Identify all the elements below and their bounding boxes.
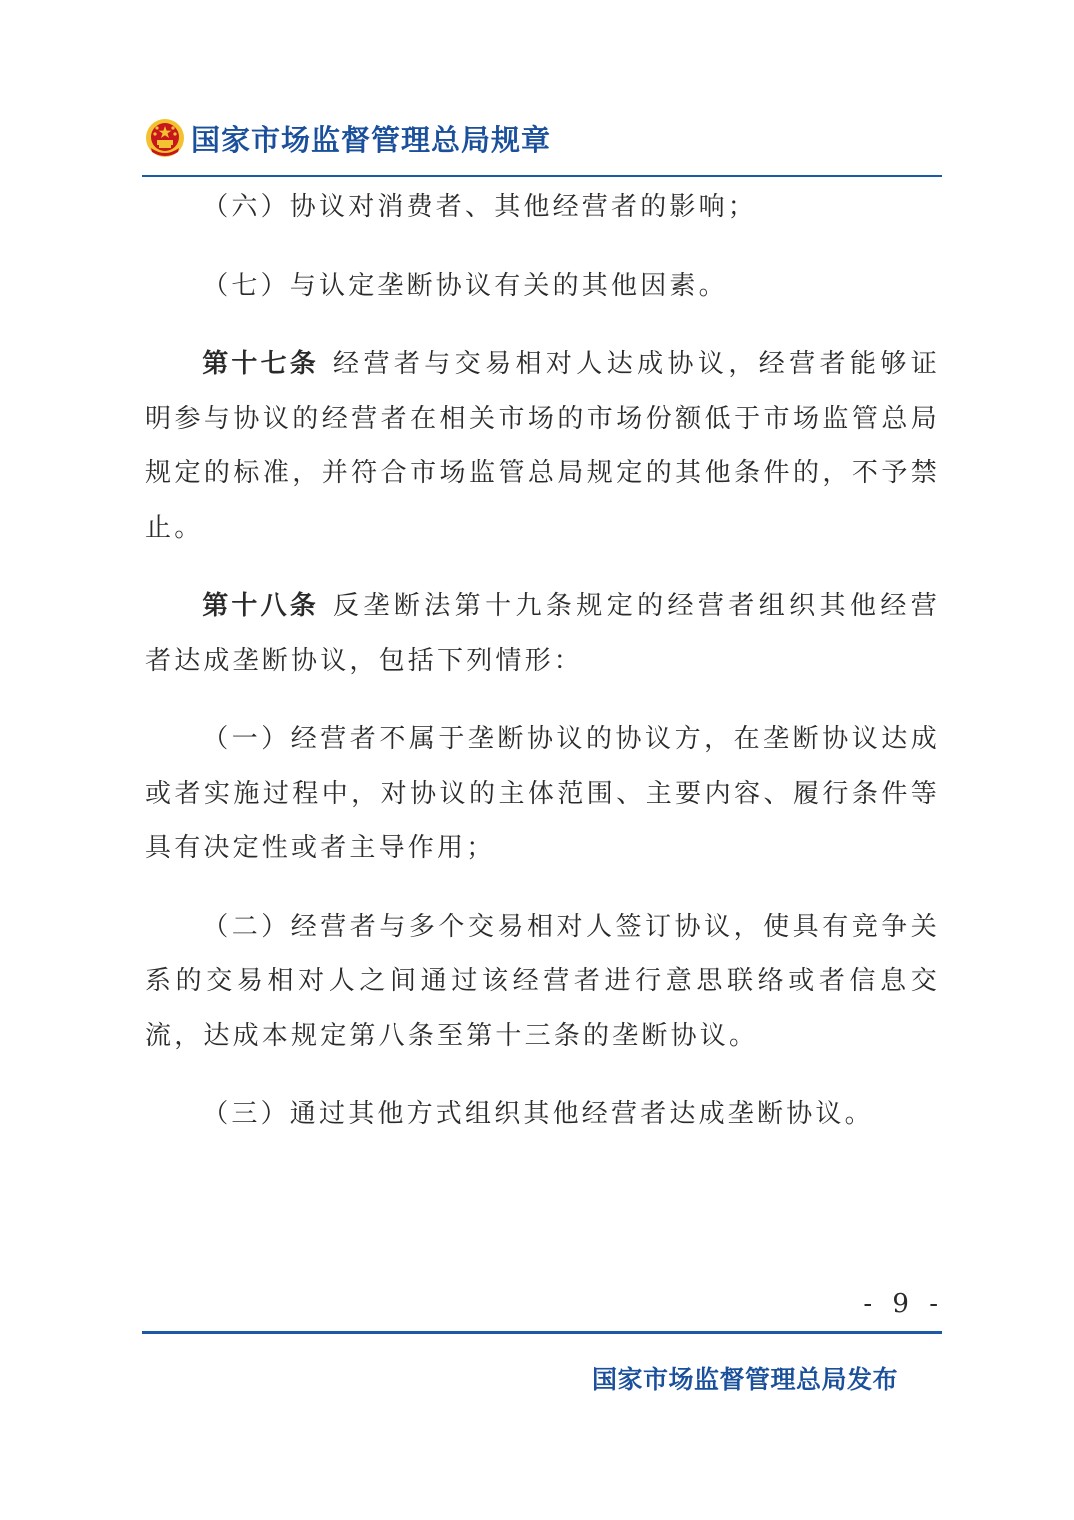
- article-18: [145, 579, 940, 688]
- paragraph: [145, 180, 940, 235]
- paragraph: [145, 712, 940, 876]
- header-title: 国家市场监督管理总局规章: [191, 122, 552, 157]
- paragraph: [145, 900, 940, 1064]
- footer-divider: [142, 1331, 942, 1334]
- footer-publisher: 国家市场监督管理总局发布: [591, 1365, 898, 1394]
- paragraph-text: 反垄断法第十九条规定的经营者组织其他经营者达成垄断协议，包括下列情形：: [145, 591, 940, 676]
- paragraph-text: （三）通过其他方式组织其他经营者达成垄断协议。: [202, 1099, 874, 1129]
- page-number: - 9 -: [863, 1289, 944, 1319]
- article-heading: 第十八条: [202, 591, 320, 621]
- paragraph: [145, 259, 940, 314]
- paragraph-text: 经营者与交易相对人达成协议，经营者能够证明参与协议的经营者在相关市场的市场份额低于市场监管总局规定的标准，并符合市场监管总局规定的其他条件的，不予禁止。: [145, 349, 940, 543]
- article-17: [145, 337, 940, 555]
- article-heading: 第十七条: [202, 349, 320, 379]
- paragraph: [145, 1087, 940, 1142]
- page-header: [145, 114, 551, 162]
- national-emblem-icon: [145, 118, 185, 158]
- paragraph-text: （七）与认定垄断协议有关的其他因素。: [202, 270, 728, 301]
- header-divider: [142, 175, 942, 177]
- paragraph-text: （一）经营者不属于垄断协议的协议方，在垄断协议达成或者实施过程中，对协议的主体范围、主要内容、履行条件等具有决定性或者主导作用；: [145, 724, 940, 863]
- document-body: [145, 180, 940, 1166]
- paragraph-text: （二）经营者与多个交易相对人签订协议，使具有竞争关系的交易相对人之间通过该经营者进行意思联络或者信息交流，达成本规定第八条至第十三条的垄断协议。: [145, 911, 940, 1051]
- paragraph-text: （六）协议对消费者、其他经营者的影响；: [202, 192, 757, 222]
